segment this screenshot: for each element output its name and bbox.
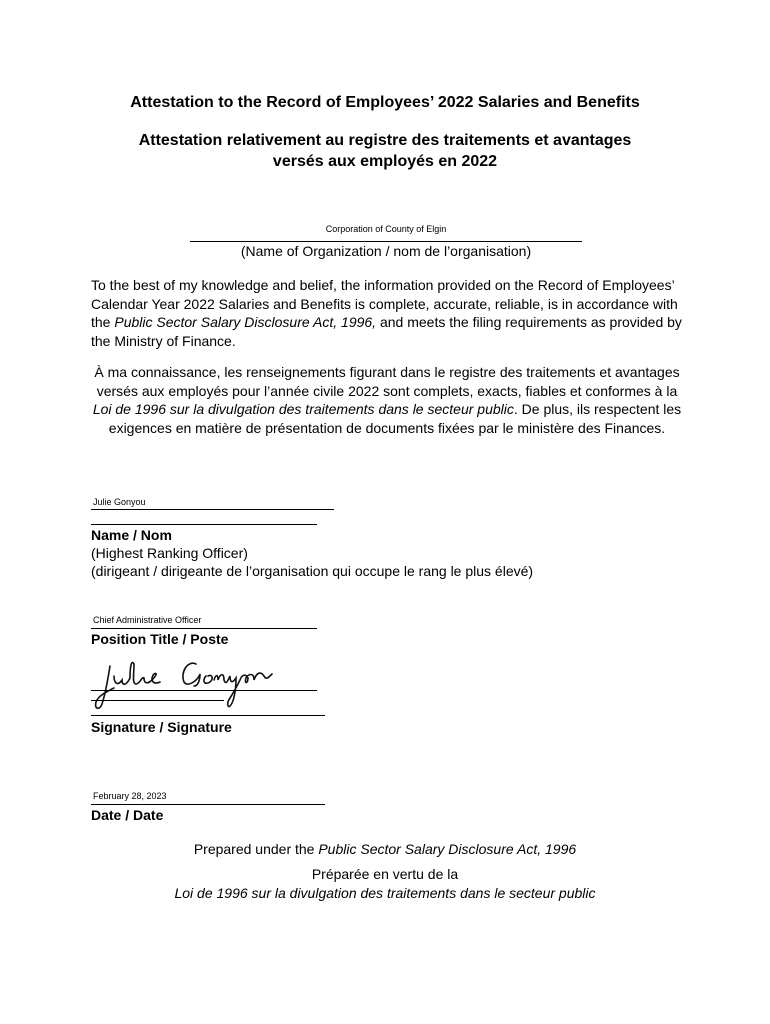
signature-line-short	[91, 700, 224, 701]
statement-french-act: Loi de 1996 sur la divulgation des traitements dans le secteur public	[92, 401, 514, 417]
organization-line	[190, 241, 582, 242]
title-french-line1: Attestation relativement au registre des traitements et avantages	[138, 132, 632, 149]
signature-line-upper	[91, 690, 317, 691]
statement-english	[91, 276, 683, 350]
title-english: Attestation to the Record of Employees’ 2022 Salaries and Benefits	[130, 94, 640, 111]
position-label: Position Title / Poste	[91, 631, 229, 647]
title-french-line2: versés aux employés en 2022	[272, 153, 498, 170]
statement-french-text-end: . De plus, ils respectent les exigences en matière de présentation de documents fixées par le ministère des Finances.	[108, 401, 682, 436]
statement-english-act: Public Sector Salary Disclosure Act, 1996,	[114, 314, 377, 330]
footer-preparee-french: Préparée en vertu de la	[311, 866, 459, 882]
statement-english-text-end: and meets the filing requirements as provided by the Ministry of Finance.	[91, 314, 682, 349]
statement-french-text: À ma connaissance, les renseignements figurant dans le registre des traitements et avantages versés aux employés pour l’année civile 2022 sont complets, exacts, fiables et conformes à la	[94, 364, 680, 399]
footer-prepared-prefix: Prepared under the	[193, 841, 319, 857]
name-sub-french: (dirigeant / dirigeante de l’organisation qui occupe le rang le plus élevé)	[91, 563, 534, 579]
name-label: Name / Nom	[91, 527, 172, 543]
signature-line	[91, 715, 325, 716]
signature-image[interactable]	[88, 650, 288, 712]
name-sub-english: (Highest Ranking Officer)	[91, 545, 248, 561]
signature-label: Signature / Signature	[91, 719, 232, 735]
statement-french	[91, 363, 683, 437]
name-value[interactable]: Julie Gonyou	[93, 497, 146, 507]
name-line	[91, 524, 317, 525]
name-value-line	[91, 509, 334, 510]
footer-prepared-act: Public Sector Salary Disclosure Act, 1996	[318, 841, 577, 857]
date-line	[91, 804, 325, 805]
position-value[interactable]: Chief Administrative Officer	[93, 615, 202, 625]
footer-loi-french	[0, 885, 770, 901]
statement-english-text: To the best of my knowledge and belief, the information provided on the Record of Employees’ Calendar Year 2022 Salaries and Benefits is complete, accurate, reliable, is in accordance with the	[91, 277, 678, 330]
title-french	[80, 130, 690, 172]
footer-prepared-english	[0, 841, 770, 857]
organization-caption: (Name of Organization / nom de l’organisation)	[240, 243, 532, 259]
date-label: Date / Date	[91, 807, 164, 823]
position-line	[91, 628, 317, 629]
organization-name-value[interactable]: Corporation of County of Elgin	[325, 224, 447, 234]
footer-loi-text: Loi de 1996 sur la divulgation des traitements dans le secteur public	[174, 885, 596, 901]
date-value[interactable]: February 28, 2023	[93, 791, 167, 801]
